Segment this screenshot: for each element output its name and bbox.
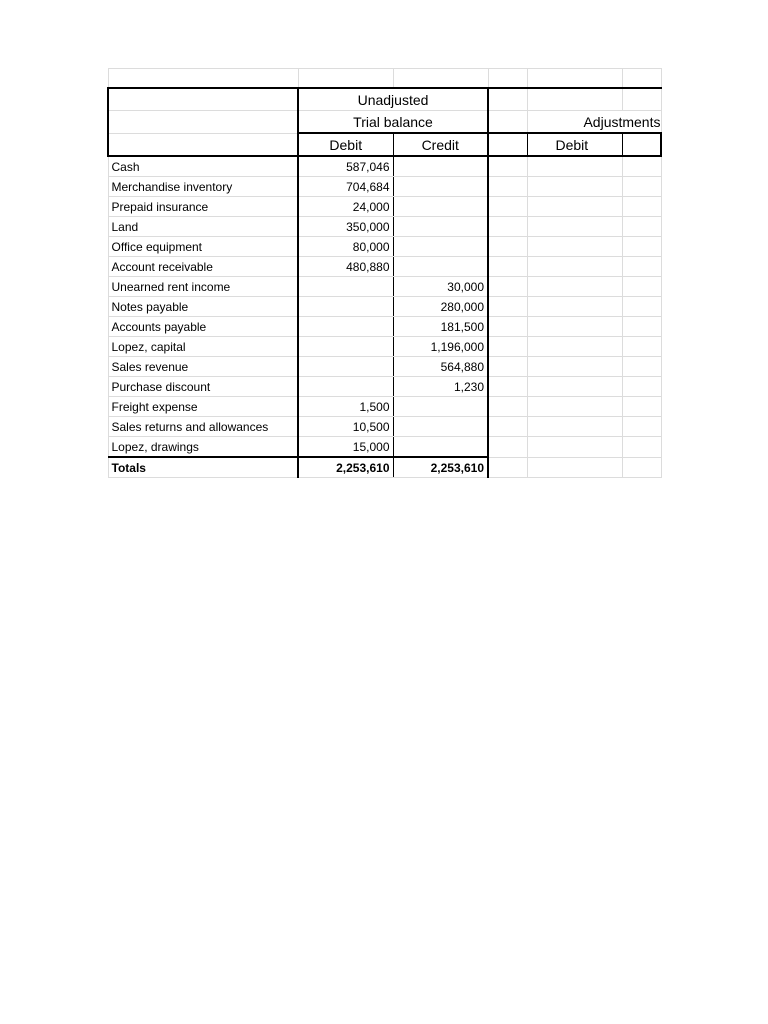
cell[interactable]	[527, 417, 622, 437]
worksheet-table	[107, 68, 662, 478]
credit-cell[interactable]	[393, 437, 488, 458]
table-row	[108, 257, 661, 277]
cell[interactable]	[527, 88, 622, 111]
cell[interactable]	[108, 133, 298, 156]
account-name-cell[interactable]: Merchandise inventory	[108, 177, 298, 197]
cell[interactable]	[527, 217, 622, 237]
cell[interactable]	[488, 337, 527, 357]
credit-header[interactable]: Credit	[393, 133, 488, 156]
cell[interactable]	[488, 357, 527, 377]
account-name-cell[interactable]: Account receivable	[108, 257, 298, 277]
debit-cell[interactable]: 350,000	[298, 217, 393, 237]
debit-cell[interactable]: 15,000	[298, 437, 393, 458]
cell[interactable]	[488, 177, 527, 197]
account-name-cell[interactable]: Lopez, capital	[108, 337, 298, 357]
table-row	[108, 397, 661, 417]
header-row-1	[108, 88, 661, 111]
credit-cell[interactable]	[393, 257, 488, 277]
account-name-cell[interactable]: Accounts payable	[108, 317, 298, 337]
table-row	[108, 237, 661, 257]
account-name-cell[interactable]: Unearned rent income	[108, 277, 298, 297]
table-row	[108, 417, 661, 437]
cell[interactable]	[108, 111, 298, 134]
cell[interactable]	[488, 133, 527, 156]
adjustments-label[interactable]: Adjustments	[527, 111, 661, 134]
cell[interactable]	[527, 437, 622, 458]
trial-balance-sheet	[107, 68, 662, 478]
cell[interactable]	[622, 257, 661, 277]
cell[interactable]	[393, 69, 488, 89]
account-name-cell[interactable]: Freight expense	[108, 397, 298, 417]
cell[interactable]	[108, 69, 298, 89]
table-row	[108, 277, 661, 297]
account-name-cell[interactable]: Sales returns and allowances	[108, 417, 298, 437]
cell[interactable]	[622, 317, 661, 337]
debit-cell[interactable]: 1,500	[298, 397, 393, 417]
account-name-cell[interactable]: Prepaid insurance	[108, 197, 298, 217]
cell[interactable]	[622, 133, 661, 156]
debit-cell[interactable]: 704,684	[298, 177, 393, 197]
cell[interactable]	[527, 357, 622, 377]
table-row	[108, 437, 661, 458]
cell[interactable]	[622, 156, 661, 177]
cell[interactable]	[622, 277, 661, 297]
cell[interactable]	[622, 457, 661, 478]
credit-cell[interactable]: 280,000	[393, 297, 488, 317]
table-row	[108, 317, 661, 337]
cell[interactable]	[622, 197, 661, 217]
spacer-row	[108, 69, 661, 89]
cell[interactable]	[527, 177, 622, 197]
account-name-cell[interactable]: Sales revenue	[108, 357, 298, 377]
cell[interactable]	[622, 437, 661, 458]
table-row	[108, 177, 661, 197]
cell[interactable]	[527, 377, 622, 397]
debit-cell[interactable]	[298, 277, 393, 297]
cell[interactable]	[527, 156, 622, 177]
debit-cell[interactable]: 24,000	[298, 197, 393, 217]
cell[interactable]	[527, 197, 622, 217]
cell[interactable]	[622, 297, 661, 317]
cell[interactable]	[488, 217, 527, 237]
cell[interactable]	[108, 88, 298, 111]
cell[interactable]	[622, 88, 661, 111]
cell[interactable]	[622, 397, 661, 417]
credit-cell[interactable]	[393, 177, 488, 197]
header-row-3	[108, 133, 661, 156]
table-row	[108, 377, 661, 397]
cell[interactable]	[527, 317, 622, 337]
debit-cell[interactable]	[298, 337, 393, 357]
cell[interactable]	[488, 377, 527, 397]
debit-cell[interactable]	[298, 317, 393, 337]
debit-cell[interactable]: 10,500	[298, 417, 393, 437]
credit-cell[interactable]	[393, 156, 488, 177]
account-name-cell[interactable]: Notes payable	[108, 297, 298, 317]
cell[interactable]	[622, 337, 661, 357]
cell[interactable]	[527, 297, 622, 317]
cell[interactable]	[488, 197, 527, 217]
credit-cell[interactable]	[393, 417, 488, 437]
table-row	[108, 197, 661, 217]
cell[interactable]	[488, 88, 527, 111]
cell[interactable]	[527, 457, 622, 478]
debit-cell[interactable]	[298, 297, 393, 317]
debit-cell[interactable]	[298, 377, 393, 397]
cell[interactable]	[488, 297, 527, 317]
totals-row	[108, 457, 661, 478]
totals-credit[interactable]: 2,253,610	[393, 457, 488, 478]
cell[interactable]	[488, 437, 527, 458]
debit-header[interactable]: Debit	[298, 133, 393, 156]
table-row	[108, 297, 661, 317]
cell[interactable]	[527, 257, 622, 277]
account-name-cell[interactable]: Lopez, drawings	[108, 437, 298, 458]
cell[interactable]	[488, 417, 527, 437]
account-name-cell[interactable]: Land	[108, 217, 298, 237]
cell[interactable]	[488, 317, 527, 337]
cell[interactable]	[488, 397, 527, 417]
header-row-2	[108, 111, 661, 134]
account-name-cell[interactable]: Purchase discount	[108, 377, 298, 397]
credit-cell[interactable]	[393, 237, 488, 257]
cell[interactable]	[622, 237, 661, 257]
unadjusted-label[interactable]: Unadjusted	[298, 88, 488, 111]
cell[interactable]	[527, 397, 622, 417]
cell[interactable]	[527, 237, 622, 257]
credit-cell[interactable]	[393, 197, 488, 217]
table-row	[108, 357, 661, 377]
table-row	[108, 156, 661, 177]
cell[interactable]	[488, 111, 527, 134]
cell[interactable]	[488, 156, 527, 177]
totals-debit[interactable]: 2,253,610	[298, 457, 393, 478]
cell[interactable]	[527, 337, 622, 357]
totals-label[interactable]: Totals	[108, 457, 298, 478]
cell[interactable]	[527, 69, 622, 89]
debit-cell[interactable]: 587,046	[298, 156, 393, 177]
adjustments-debit-header[interactable]: Debit	[527, 133, 622, 156]
credit-cell[interactable]: 1,196,000	[393, 337, 488, 357]
cell[interactable]	[527, 277, 622, 297]
table-row	[108, 337, 661, 357]
table-row	[108, 217, 661, 237]
cell[interactable]	[488, 69, 527, 89]
debit-cell[interactable]: 80,000	[298, 237, 393, 257]
cell[interactable]	[488, 237, 527, 257]
account-name-cell[interactable]: Office equipment	[108, 237, 298, 257]
cell[interactable]	[622, 217, 661, 237]
cell[interactable]	[622, 377, 661, 397]
trial-balance-label[interactable]: Trial balance	[298, 111, 488, 134]
cell[interactable]	[622, 69, 661, 89]
cell[interactable]	[298, 69, 393, 89]
cell[interactable]	[488, 257, 527, 277]
credit-cell[interactable]	[393, 217, 488, 237]
debit-cell[interactable]: 480,880	[298, 257, 393, 277]
credit-cell[interactable]: 30,000	[393, 277, 488, 297]
account-name-cell[interactable]: Cash	[108, 156, 298, 177]
credit-cell[interactable]	[393, 397, 488, 417]
cell[interactable]	[622, 357, 661, 377]
cell[interactable]	[622, 177, 661, 197]
credit-cell[interactable]: 1,230	[393, 377, 488, 397]
cell[interactable]	[488, 457, 527, 478]
credit-cell[interactable]: 564,880	[393, 357, 488, 377]
cell[interactable]	[488, 277, 527, 297]
cell[interactable]	[622, 417, 661, 437]
debit-cell[interactable]	[298, 357, 393, 377]
credit-cell[interactable]: 181,500	[393, 317, 488, 337]
